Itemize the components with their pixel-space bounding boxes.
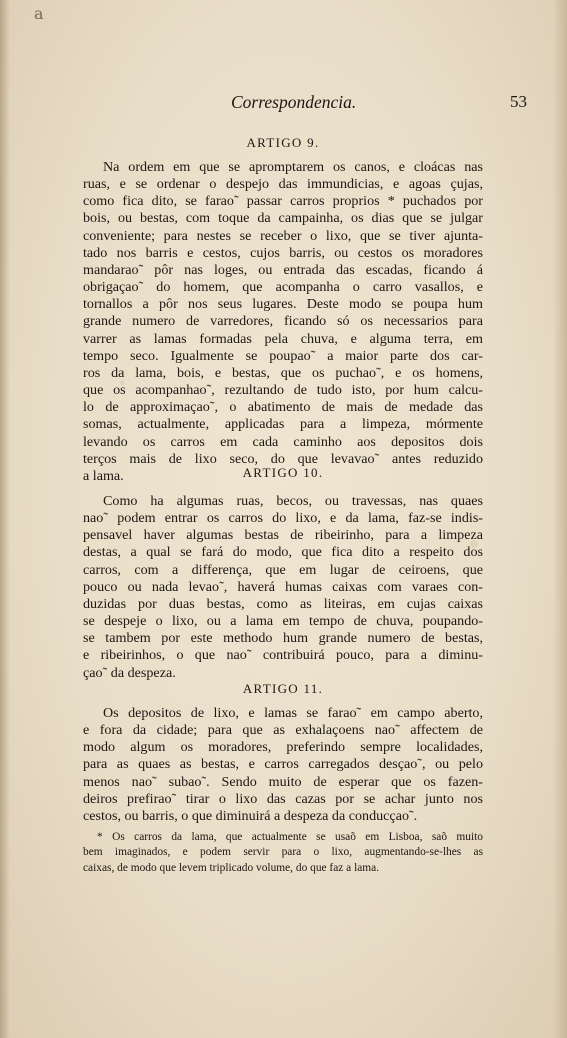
- text-line: varrer as lamas formadas pela chuva, e alguma terra, em: [83, 330, 483, 347]
- text-line: e ribeirinhos, o que nao˜ contribuirá pouco, para a diminu-: [83, 647, 483, 664]
- text-line: menos nao˜ subao˜. Sendo muito de esperar que os fazen-: [83, 773, 483, 790]
- text-line: modo algum os moradores, preferindo sempre localidades,: [83, 739, 483, 756]
- text-line: para as quaes as bestas, e carros carregados desçao˜, ou pelo: [83, 756, 483, 773]
- section-heading: ARTIGO 11.: [242, 681, 324, 696]
- text-line: destas, a qual se fará do modo, que fica dito a respeito dos: [83, 544, 483, 561]
- text-line: cestos, ou barris, o que diminuirá a despeza da conducçao˜.: [83, 807, 418, 824]
- text-line: Como ha algumas ruas, becos, ou travessas, nas quaes: [103, 493, 483, 509]
- section-body: [83, 705, 483, 825]
- text-line: tempo seco. Igualmente se poupao˜ a maior parte dos car-: [83, 347, 483, 364]
- page-gutter-shadow: [0, 0, 10, 1038]
- section-heading: ARTIGO 10.: [242, 465, 324, 480]
- text-line: tado nos barris e cestos, cujos barris, ou cestos os moradores: [83, 244, 483, 261]
- text-line: bois, ou bestas, com toque da campainha, os dias que se julgar: [83, 210, 483, 227]
- text-line: duzidas por duas bestas, como as liteiras, em cujas caixas: [83, 595, 483, 612]
- text-line: mandarao˜ pôr nas loges, ou entrada das escadas, ficando á: [83, 261, 483, 278]
- text-line: como fica dito, se farao˜ passar carros proprios * puchados por: [83, 193, 483, 210]
- section-body: [83, 493, 483, 682]
- text-line: obrigaçao˜ do homem, que acompanha o carro vasallos, e: [83, 279, 483, 296]
- text-line: çao˜ da despeza.: [83, 664, 176, 681]
- text-line: Na ordem em que se apromptarem os canos, e cloácas nas: [103, 159, 483, 175]
- footnote-line: bem imaginados, e podem servir para o lixo, augmentando-se-lhes as: [83, 846, 483, 859]
- text-line: ruas, e se ordenar o despejo das immundicias, e agoas çujas,: [83, 176, 483, 193]
- text-line: terços mais de lixo seco, do que levavao˜ antes reduzido: [83, 450, 483, 467]
- footnote-line: caixas, de modo que levem triplicado volume, do que faz a lama.: [83, 861, 380, 874]
- page-number: 53: [510, 92, 527, 111]
- text-line: lo de approximaçao˜, o abatimento de mais de medade das: [83, 399, 483, 416]
- footnote-line: * Os carros da lama, que actualmente se usaõ em Lisboa, saõ muito: [97, 831, 483, 843]
- text-line: Os depositos de lixo, e lamas se farao˜ em campo aberto,: [103, 705, 483, 721]
- text-line: pensavel haver algumas bestas de ribeirinho, para a limpeza: [83, 527, 483, 544]
- running-head-title: Correspondencia.: [231, 92, 357, 112]
- text-line: carros, com a differença, que em lugar de ceiroens, que: [83, 561, 483, 578]
- text-line: deiros prefirao˜ tirar o lixo das cazas por se achar junto nos: [83, 790, 483, 807]
- text-line: grande numero de varredores, ficando só os necessarios para: [83, 313, 483, 330]
- text-line: levando os carros em cada caminho aos depositos dois: [83, 433, 483, 450]
- page-mark: a: [34, 4, 44, 23]
- text-line: que os acompanhao˜, rezultando de tudo isto, por hum calcu-: [83, 382, 483, 399]
- running-head: [100, 92, 527, 114]
- text-line: conveniente; para nestes se receber o lixo, que se tiver ajunta-: [83, 227, 483, 244]
- text-line: somas, actualmente, applicadas para a limpeza, mórmente: [83, 416, 483, 433]
- text-line: ros da lama, bois, e bestas, que os puchao˜, e os homens,: [83, 364, 483, 381]
- text-line: se tambem por este methodo hum grande numero de bestas,: [83, 630, 483, 647]
- text-line: nao˜ podem entrar os carros do lixo, e da lama, faz-se indis-: [83, 510, 483, 527]
- text-line: a lama.: [83, 467, 124, 484]
- text-line: se despeje o lixo, ou a lama em tempo de chuva, poupando-: [83, 613, 483, 630]
- text-line: e fora da cidade; para que as exhalaçoens nao˜ affectem de: [83, 722, 483, 739]
- section-heading: ARTIGO 9.: [246, 135, 320, 150]
- page-edge-shadow: [553, 0, 567, 1038]
- footnote: [83, 830, 483, 876]
- text-line: pouco ou nada levao˜, haverá humas caixas com varaes con-: [83, 578, 483, 595]
- text-line: tornallos a pôr nos seus lugares. Deste modo se poupa hum: [83, 296, 483, 313]
- section-body: [83, 159, 483, 485]
